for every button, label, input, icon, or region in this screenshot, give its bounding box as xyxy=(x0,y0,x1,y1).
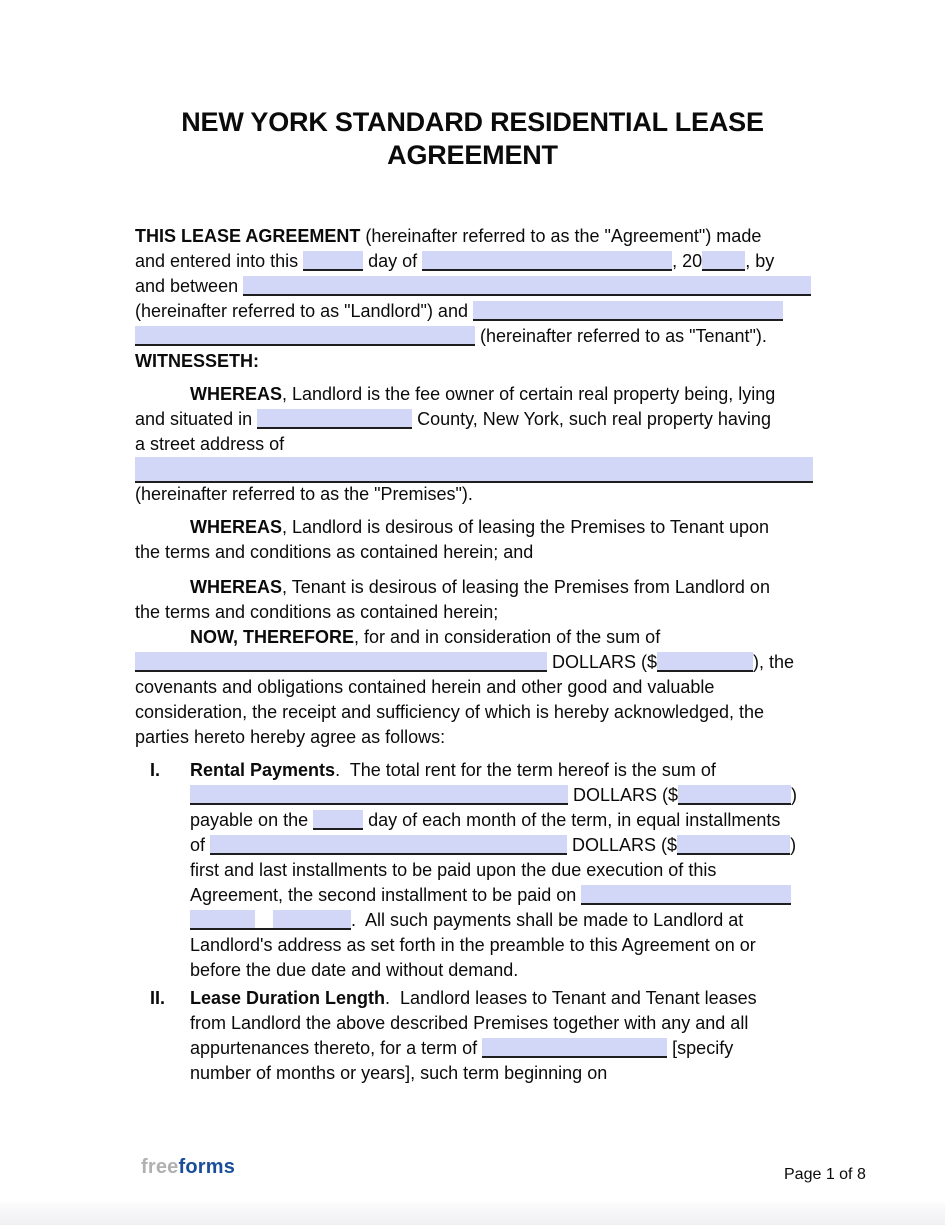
text-run: ) xyxy=(790,835,797,855)
text-run: (hereinafter referred to as the "Premises"). xyxy=(135,484,473,504)
text-run: number of months or years], such term beginning on xyxy=(190,1063,608,1083)
rent-due-day-field[interactable] xyxy=(313,810,363,830)
text-run-bold: NOW, THEREFORE xyxy=(190,627,355,647)
second-installment-date-field[interactable] xyxy=(581,885,791,905)
text-line xyxy=(135,675,820,700)
total-rent-number-field[interactable] xyxy=(678,785,791,805)
text-run: before the due date and without demand. xyxy=(190,960,519,980)
text-line xyxy=(190,958,820,983)
text-line xyxy=(190,933,820,958)
consideration-amount-number-field[interactable] xyxy=(657,652,753,672)
execution-day-field[interactable] xyxy=(303,251,363,271)
text-run: , by xyxy=(745,251,775,271)
text-line xyxy=(135,407,820,432)
text-line xyxy=(190,883,820,908)
text-line xyxy=(135,515,820,540)
text-line xyxy=(135,299,820,324)
text-run: . The total rent for the term hereof is the sum of xyxy=(335,760,716,780)
text-line xyxy=(135,324,820,349)
text-run-bold: WITNESSETH: xyxy=(135,351,259,371)
text-run-bold: THIS LEASE AGREEMENT xyxy=(135,226,361,246)
text-run: and between xyxy=(135,276,244,296)
text-run: . Landlord leases to Tenant and Tenant leases xyxy=(385,988,757,1008)
text-run: the terms and conditions as contained herein; and xyxy=(135,542,534,562)
text-run: from Landlord the above described Premises together with any and all xyxy=(190,1013,749,1033)
text-run: . All such payments shall be made to Landlord at xyxy=(351,910,744,930)
text-run: , Landlord is the fee owner of certain real property being, lying xyxy=(282,384,776,404)
consideration-amount-words-field[interactable] xyxy=(135,652,547,672)
lease-term-field[interactable] xyxy=(482,1038,667,1058)
text-run: payable on the xyxy=(190,810,314,830)
text-run: , 20 xyxy=(672,251,703,271)
text-run: DOLLARS ($ xyxy=(547,652,658,672)
logo-forms-text: forms xyxy=(178,1156,236,1178)
text-line xyxy=(135,457,820,482)
text-line xyxy=(190,1061,820,1086)
text-line xyxy=(150,986,820,1011)
text-run: , for and in consideration of the sum of xyxy=(354,627,661,647)
text-line xyxy=(135,650,820,675)
text-line xyxy=(135,224,820,249)
text-run: covenants and obligations contained herein and other good and valuable xyxy=(135,677,715,697)
section-numeral: I. xyxy=(150,760,161,780)
text-line xyxy=(135,249,820,274)
page-indicator: Page 1 of 8 xyxy=(784,1166,866,1183)
text-run: DOLLARS ($ xyxy=(568,785,679,805)
text-run: Landlord's address as set forth in the preamble to this Agreement on or xyxy=(190,935,756,955)
text-run: (hereinafter referred to as the "Agreement") made xyxy=(360,226,762,246)
text-line xyxy=(135,482,820,507)
text-line xyxy=(135,540,820,565)
text-run: first and last installments to be paid upon the due execution of this xyxy=(190,860,717,880)
text-run-bold: WHEREAS xyxy=(190,384,283,404)
text-run: appurtenances thereto, for a term of xyxy=(190,1038,483,1058)
section-numeral: II. xyxy=(150,988,166,1008)
text-run-bold: Lease Duration Length xyxy=(190,988,386,1008)
text-run: County, New York, such real property having xyxy=(412,409,771,429)
text-line xyxy=(150,758,820,783)
text-line xyxy=(190,858,820,883)
text-line xyxy=(135,725,820,750)
text-run: parties hereto hereby agree as follows: xyxy=(135,727,446,747)
text-line xyxy=(135,700,820,725)
logo-free-text: free xyxy=(141,1156,179,1178)
text-run: ) xyxy=(791,785,798,805)
text-run: consideration, the receipt and sufficiency of which is hereby acknowledged, the xyxy=(135,702,765,722)
text-run: of xyxy=(190,835,211,855)
text-run: [specify xyxy=(667,1038,734,1058)
text-run: the terms and conditions as contained herein; xyxy=(135,602,499,622)
street-address-field[interactable] xyxy=(135,457,813,483)
text-run: a street address of xyxy=(135,434,285,454)
text-line xyxy=(135,274,820,299)
text-run: , Landlord is desirous of leasing the Premises to Tenant upon xyxy=(282,517,769,537)
county-field[interactable] xyxy=(257,409,412,429)
second-installment-date-cont-2-field[interactable] xyxy=(273,910,351,930)
text-run-bold: WHEREAS xyxy=(190,577,283,597)
tenant-name-field[interactable] xyxy=(473,301,783,321)
text-run: day of xyxy=(363,251,423,271)
document-body xyxy=(135,224,820,1086)
execution-month-field[interactable] xyxy=(422,251,672,271)
text-run: day of each month of the term, in equal installments xyxy=(363,810,781,830)
text-line xyxy=(190,1011,820,1036)
total-rent-words-field[interactable] xyxy=(190,785,568,805)
tenant-name-continued-field[interactable] xyxy=(135,326,475,346)
title-line-1: NEW YORK STANDARD RESIDENTIAL LEASE xyxy=(181,107,764,137)
page-bottom-edge xyxy=(0,1202,945,1225)
execution-year-field[interactable] xyxy=(702,251,745,271)
freeforms-logo xyxy=(141,1156,235,1179)
text-run: , Tenant is desirous of leasing the Premises from Landlord on xyxy=(282,577,770,597)
text-line xyxy=(190,808,820,833)
text-line xyxy=(190,833,820,858)
blank-underline-gap[interactable] xyxy=(255,910,273,930)
text-line xyxy=(135,432,820,457)
second-installment-date-cont-1-field[interactable] xyxy=(190,910,255,930)
text-run: DOLLARS ($ xyxy=(567,835,678,855)
document-title xyxy=(0,106,945,172)
text-run: Agreement, the second installment to be paid on xyxy=(190,885,582,905)
text-line xyxy=(135,600,820,625)
text-run-bold: Rental Payments xyxy=(190,760,336,780)
installment-amount-number-field[interactable] xyxy=(677,835,790,855)
text-run: (hereinafter referred to as "Landlord") and xyxy=(135,301,473,321)
text-run: and entered into this xyxy=(135,251,304,271)
text-line xyxy=(190,783,820,808)
text-line xyxy=(135,382,820,407)
text-run: and situated in xyxy=(135,409,258,429)
text-line xyxy=(190,1036,820,1061)
installment-amount-words-field[interactable] xyxy=(210,835,567,855)
text-line xyxy=(135,349,820,374)
landlord-name-field[interactable] xyxy=(243,276,811,296)
text-run: ), the xyxy=(753,652,795,672)
text-run-bold: WHEREAS xyxy=(190,517,283,537)
text-run: (hereinafter referred to as "Tenant"). xyxy=(475,326,767,346)
text-line xyxy=(190,908,820,933)
text-line xyxy=(135,575,820,600)
title-line-2: AGREEMENT xyxy=(387,140,558,170)
text-line xyxy=(135,625,820,650)
